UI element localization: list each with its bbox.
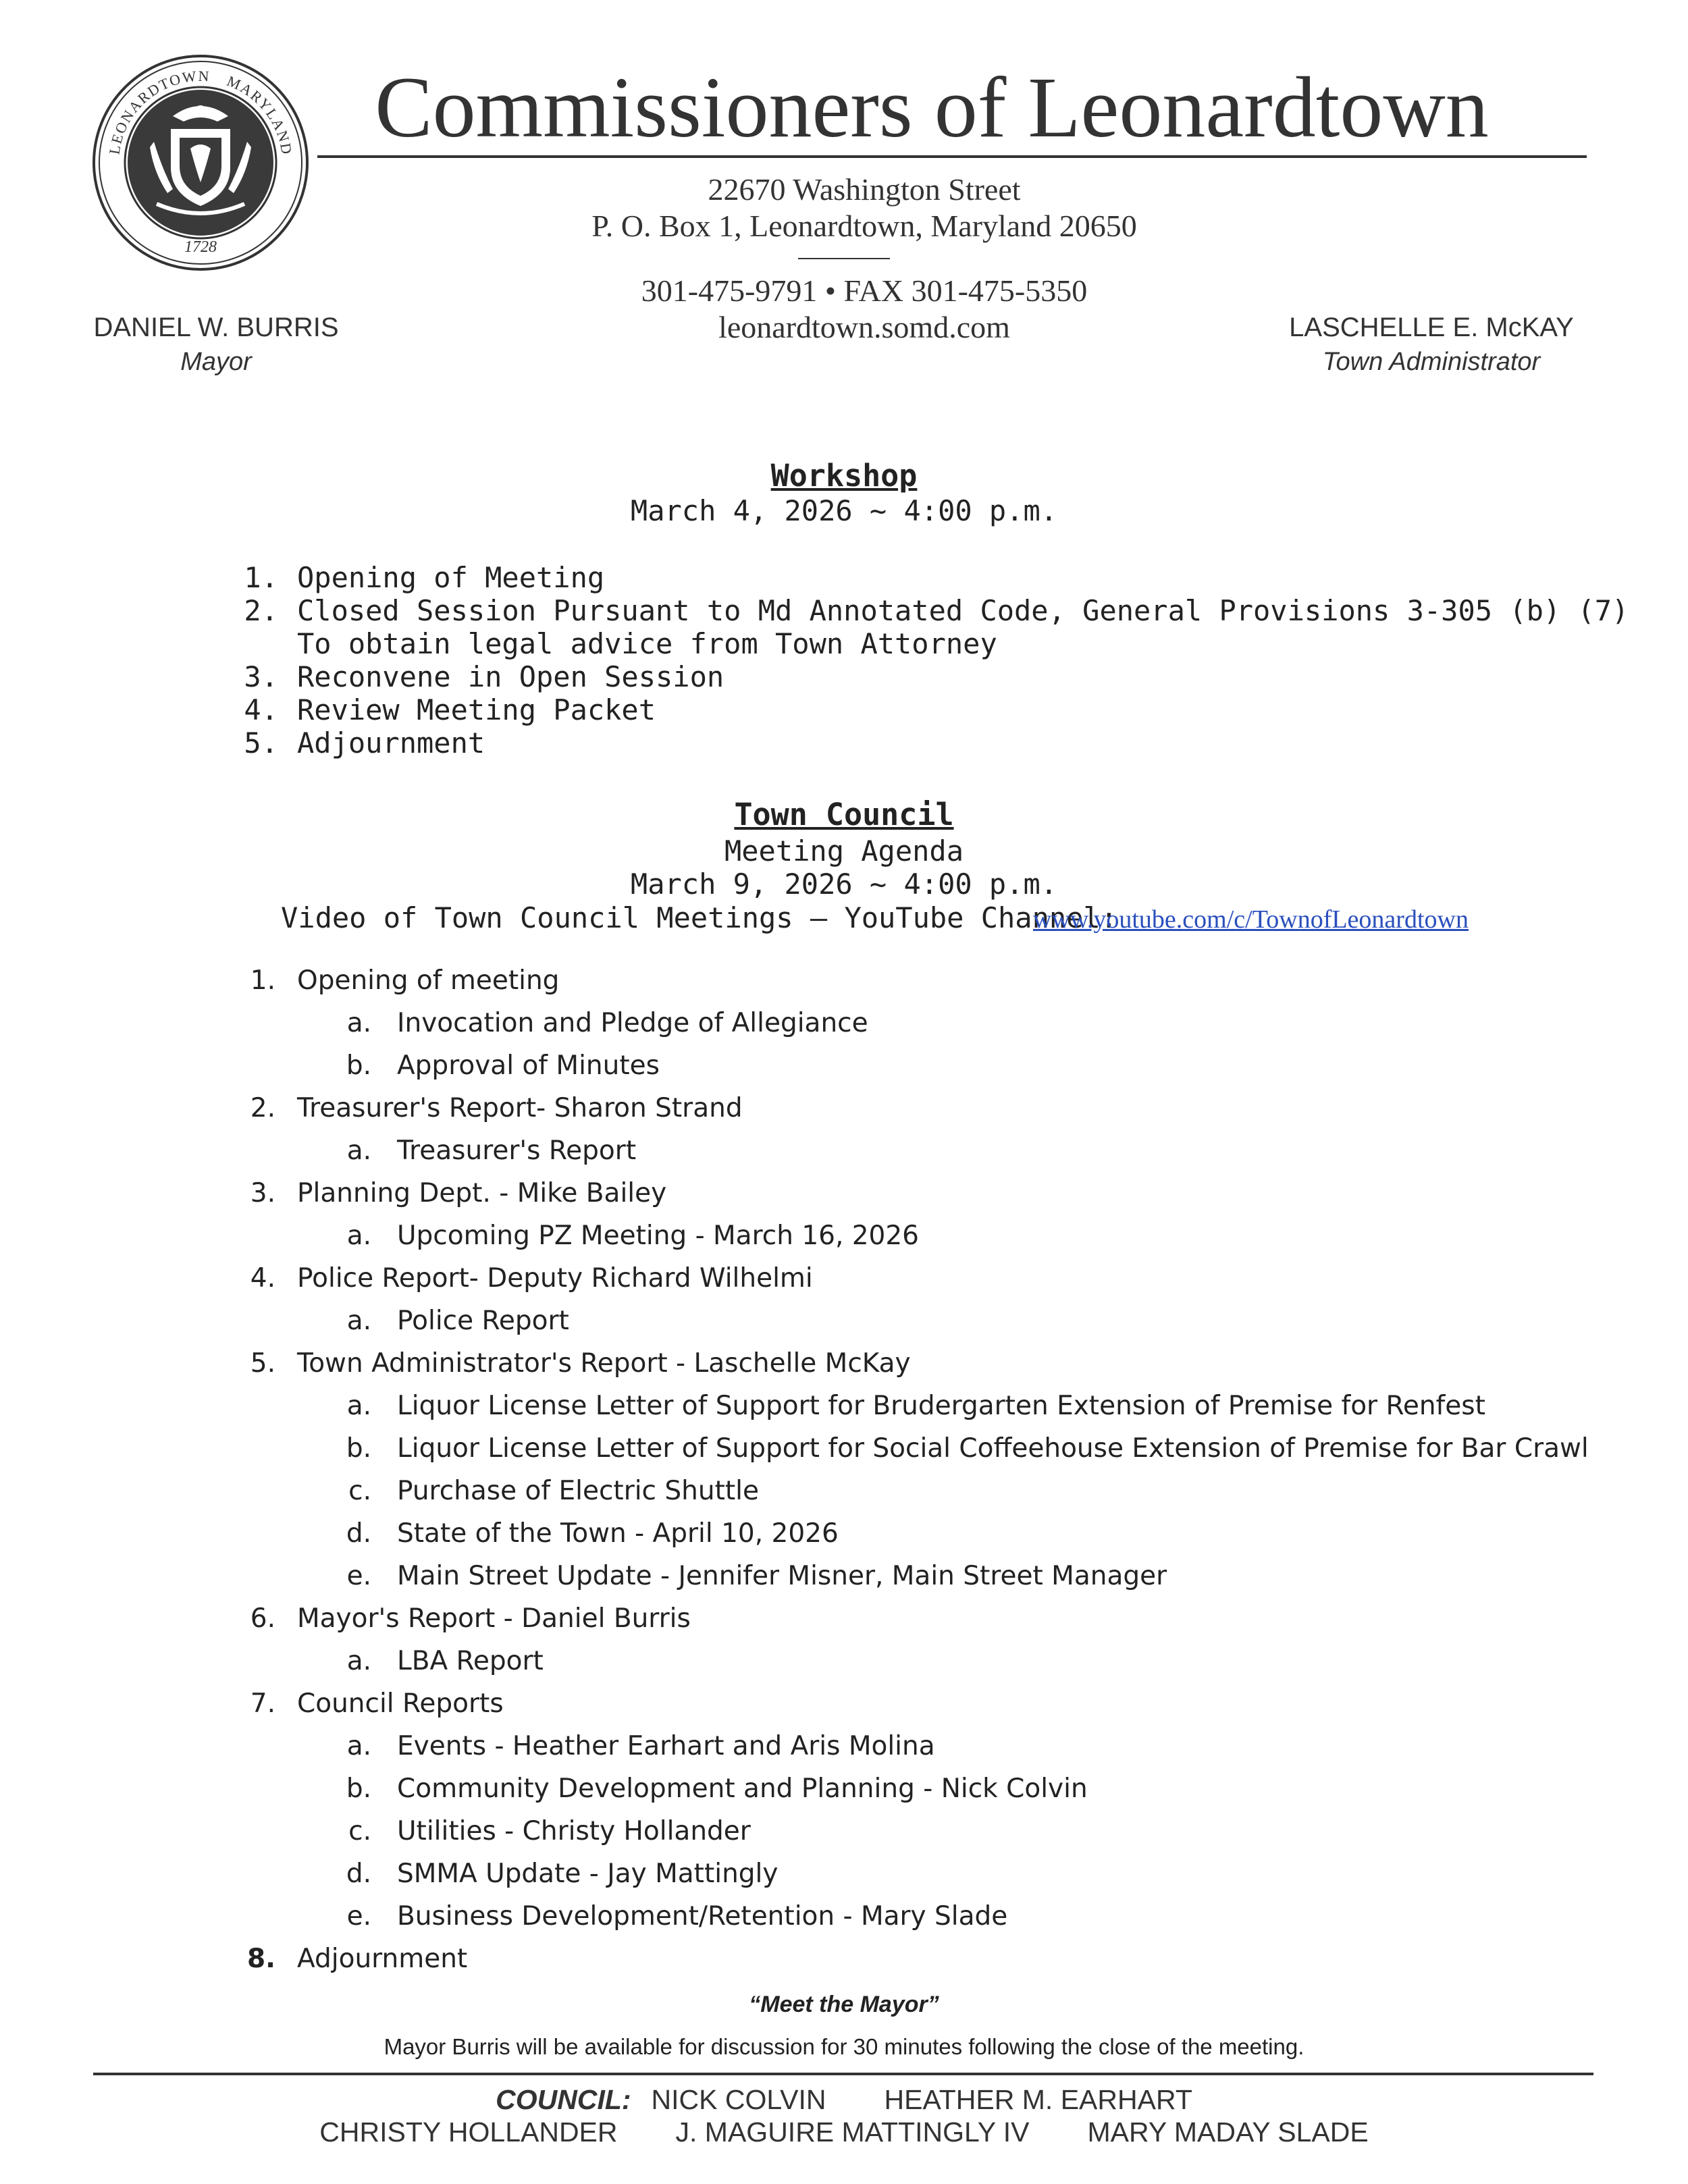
agenda-subitem-letter: c.: [348, 1816, 371, 1846]
website-link[interactable]: leonardtown.somd.com: [718, 310, 1010, 344]
meet-the-mayor-note: Mayor Burris will be available for discussion for 30 minutes following the close of the meeting.: [384, 2034, 1304, 2059]
agenda-item-number: 5.: [250, 1348, 275, 1379]
agenda-item: Adjournment: [297, 1944, 468, 1974]
administrator-name: LASCHELLE E. McKAY: [1289, 313, 1574, 342]
agenda-subitem: Approval of Minutes: [397, 1050, 660, 1081]
workshop-item: Closed Session Pursuant to Md Annotated Code, General Provisions 3-305 (b) (7): [297, 594, 1629, 627]
agenda-item-number: 2.: [250, 1093, 275, 1123]
workshop-date: March 4, 2026 ~ 4:00 p.m.: [630, 494, 1058, 527]
agenda-subitem-letter: a.: [346, 1306, 371, 1336]
meet-the-mayor-heading: “Meet the Mayor”: [749, 1992, 939, 2017]
agenda-subitem-letter: c.: [348, 1476, 371, 1506]
workshop-item: Opening of Meeting: [297, 561, 605, 594]
agenda-item: Mayor's Report - Daniel Burris: [297, 1603, 691, 1634]
agenda-subitem-letter: a.: [346, 1391, 371, 1421]
agenda-subitem-letter: b.: [346, 1433, 371, 1464]
page-title: Commissioners of Leonardtown: [375, 59, 1489, 155]
agenda-subitem: Police Report: [397, 1306, 569, 1336]
agenda-item-number: 7.: [250, 1688, 275, 1719]
council-member: NICK COLVIN: [651, 2084, 826, 2115]
seal-text-right: MARYLAND: [224, 72, 296, 157]
workshop-item-number: 4.: [244, 693, 278, 726]
council-member: J. MAGUIRE MATTINGLY IV: [675, 2116, 1030, 2148]
agenda-item-number: 4.: [250, 1263, 275, 1294]
agenda-subitem: Invocation and Pledge of Allegiance: [397, 1008, 868, 1038]
agenda-subitem: Business Development/Retention - Mary Slade: [397, 1901, 1008, 1932]
footer-divider: [93, 2073, 1593, 2075]
agenda-item: Police Report- Deputy Richard Wilhelmi: [297, 1263, 813, 1294]
agenda-item: Treasurer's Report- Sharon Strand: [297, 1093, 743, 1123]
agenda-subitem: Upcoming PZ Meeting - March 16, 2026: [397, 1221, 919, 1251]
agenda-subitem: Liquor License Letter of Support for Brudergarten Extension of Premise for Renfest: [397, 1391, 1485, 1421]
agenda-item: Council Reports: [297, 1688, 504, 1719]
workshop-item: Adjournment: [297, 726, 485, 760]
agenda-item-number: 1.: [250, 965, 275, 996]
workshop-heading: Workshop: [770, 458, 918, 494]
council-member: HEATHER M. EARHART: [884, 2084, 1192, 2115]
mayor-name: DANIEL W. BURRIS: [93, 313, 339, 342]
workshop-item: Review Meeting Packet: [297, 693, 656, 726]
agenda-subitem: LBA Report: [397, 1646, 544, 1676]
po-box-address: P. O. Box 1, Leonardtown, Maryland 20650: [591, 209, 1137, 243]
agenda-item-number: 3.: [250, 1178, 275, 1208]
agenda-subitem-letter: e.: [346, 1901, 371, 1932]
agenda-subitem-letter: b.: [346, 1050, 371, 1081]
seal-year: 1728: [184, 238, 217, 256]
agenda-item: Planning Dept. - Mike Bailey: [297, 1178, 667, 1208]
town-seal: [92, 54, 309, 271]
address-divider: [798, 258, 890, 259]
meeting-agenda-subheading: Meeting Agenda: [724, 834, 964, 868]
title-divider: [317, 155, 1587, 158]
agenda-subitem: SMMA Update - Jay Mattingly: [397, 1859, 779, 1889]
council-meeting-date: March 9, 2026 ~ 4:00 p.m.: [630, 868, 1058, 901]
agenda-subitem: Community Development and Planning - Nick Colvin: [397, 1774, 1088, 1804]
agenda-subitem-letter: a.: [346, 1136, 371, 1166]
workshop-item-number: 5.: [244, 726, 278, 760]
seal-text-left: LEONARDTOWN: [105, 67, 211, 156]
agenda-subitem: Events - Heather Earhart and Aris Molina: [397, 1731, 935, 1761]
administrator-title: Town Administrator: [1322, 348, 1541, 376]
mayor-block: [88, 314, 344, 375]
agenda-item-number: 6.: [250, 1603, 275, 1634]
agenda-subitem: Main Street Update - Jennifer Misner, Main Street Manager: [397, 1561, 1167, 1591]
agenda-subitem-letter: a.: [346, 1008, 371, 1038]
agenda-subitem-letter: a.: [346, 1731, 371, 1761]
street-address: 22670 Washington Street: [708, 172, 1021, 207]
agenda-subitem: State of the Town - April 10, 2026: [397, 1518, 839, 1549]
agenda-subitem-letter: a.: [346, 1221, 371, 1251]
council-members-line-1: [0, 2086, 1688, 2114]
agenda-subitem-letter: a.: [346, 1646, 371, 1676]
agenda-item: Town Administrator's Report - Laschelle McKay: [297, 1348, 911, 1379]
agenda-subitem-letter: b.: [346, 1774, 371, 1804]
agenda-subitem-letter: d.: [346, 1518, 371, 1549]
agenda-subitem: Treasurer's Report: [397, 1136, 637, 1166]
administrator-block: [1269, 314, 1593, 375]
town-council-heading: Town Council: [734, 797, 954, 832]
agenda-subitem: Purchase of Electric Shuttle: [397, 1476, 760, 1506]
mayor-title: Mayor: [180, 348, 252, 376]
agenda-subitem-letter: d.: [346, 1859, 371, 1889]
workshop-item-number: 2.: [244, 594, 278, 627]
workshop-item-number: 3.: [244, 660, 278, 693]
agenda-subitem: Utilities - Christy Hollander: [397, 1816, 751, 1846]
workshop-item-continuation: To obtain legal advice from Town Attorney: [297, 627, 997, 660]
phone-fax: 301-475-9791 • FAX 301-475-5350: [641, 273, 1088, 308]
youtube-channel-link[interactable]: www.youtube.com/c/TownofLeonardtown: [1033, 905, 1469, 934]
agenda-subitem-letter: e.: [346, 1561, 371, 1591]
workshop-item-number: 1.: [244, 561, 278, 594]
workshop-item: Reconvene in Open Session: [297, 660, 724, 693]
council-member: MARY MADAY SLADE: [1087, 2116, 1369, 2148]
council-member: CHRISTY HOLLANDER: [319, 2116, 618, 2148]
agenda-subitem: Liquor License Letter of Support for Social Coffeehouse Extension of Premise for Bar Crawl: [397, 1433, 1589, 1464]
council-label: COUNCIL:: [496, 2084, 631, 2115]
council-members-line-2: [0, 2116, 1688, 2148]
agenda-item-number: 8.: [247, 1944, 275, 1974]
video-label: Video of Town Council Meetings – YouTube Channel:: [281, 901, 1118, 934]
agenda-item: Opening of meeting: [297, 965, 560, 996]
